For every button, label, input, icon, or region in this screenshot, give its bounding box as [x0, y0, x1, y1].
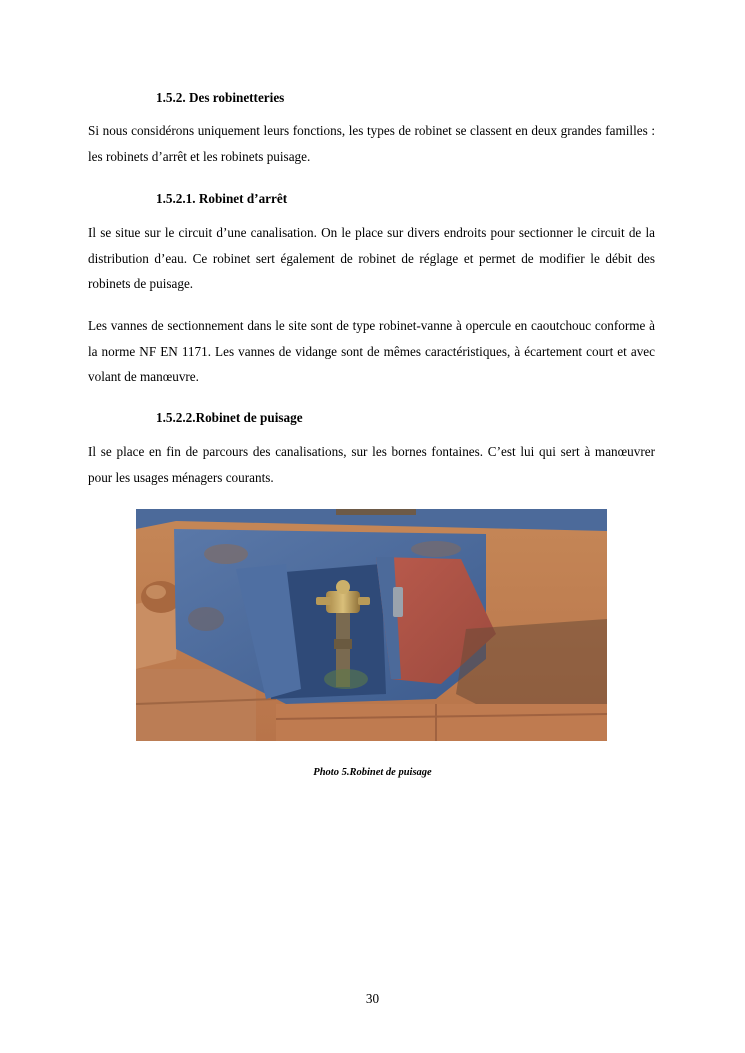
page-number: 30: [365, 991, 380, 1006]
subsection-1-paragraph-1: Il se situe sur le circuit d’une canalisation. On le place sur divers endroits pour sectionner le circuit de la distribution d’eau. Ce robinet sert également de robinet de réglage et permet de modifier le débit des robinets de puisage.: [88, 225, 655, 291]
subsection-2-paragraph-1: Il se place en fin de parcours des canalisations, sur les bornes fontaines. C’est lui qui sert à manœuvrer pour les usages ménagers courants.: [88, 444, 655, 485]
subsection-1-heading: 1.5.2.1. Robinet d’arrêt: [156, 191, 288, 206]
subsection-2-heading: 1.5.2.2.Robinet de puisage: [156, 410, 303, 425]
photo-caption: Photo 5.Robinet de puisage: [313, 767, 432, 778]
photo-padlock: [393, 587, 403, 617]
section-heading: 1.5.2. Des robinetteries: [156, 90, 285, 105]
section-intro-paragraph: Si nous considérons uniquement leurs fonctions, les types de robinet se classent en deux grandes familles : les robinets d’arrêt et les robinets puisage.: [88, 123, 655, 164]
subsection-1-paragraph-2: Les vannes de sectionnement dans le site sont de type robinet-vanne à opercule en caoutchouc conforme à la norme NF EN 1171. Les vannes de vidange sont de mêmes caractéristiques, à écartement court et avec volant de manœuvre.: [88, 318, 655, 384]
faucet-photo: [136, 509, 607, 741]
